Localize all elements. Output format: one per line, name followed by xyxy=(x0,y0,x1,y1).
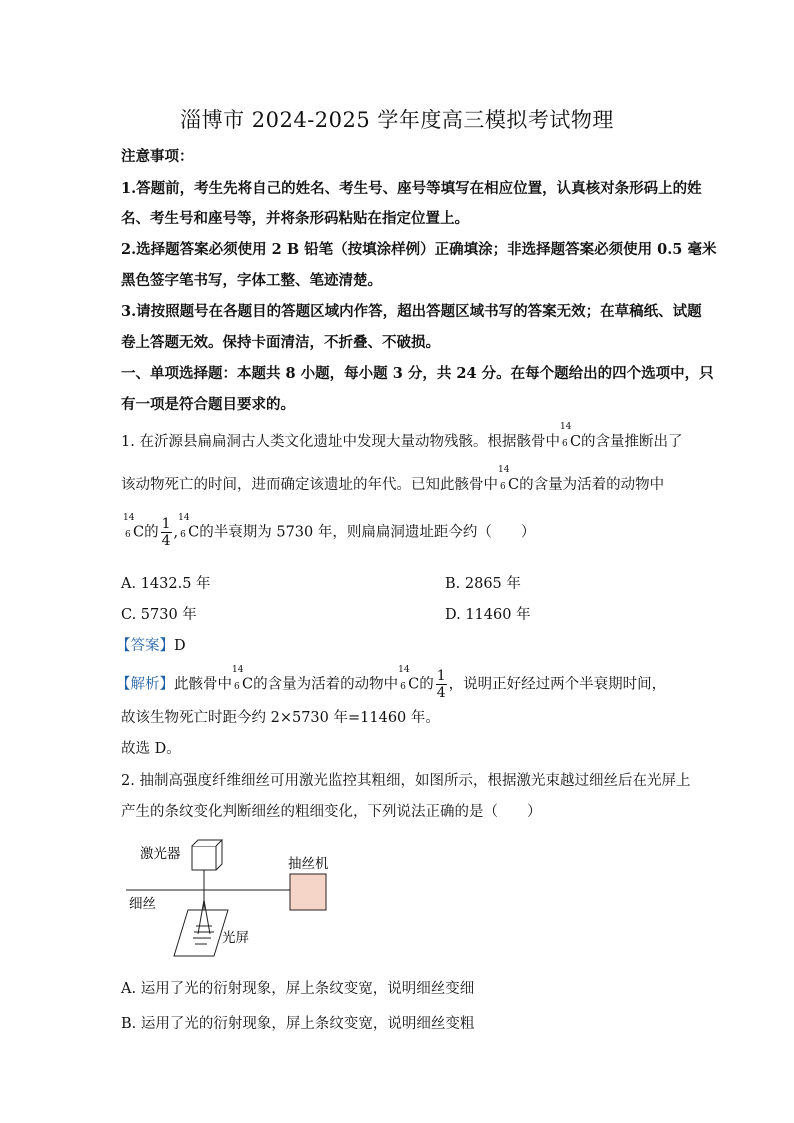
laser-diffraction-figure xyxy=(118,830,358,970)
q1-line3: 14 6 C的 $\frac{1}{4}$ , 14 6 C的半衰期为 5730 年，则扁扁洞遗址距今约（ ） xyxy=(123,512,536,549)
q1-line3-text: C的半衰期为 5730 年，则扁扁洞遗址距今约（ ） xyxy=(188,524,536,541)
section1-line2: 有一项是符合题目要求的。 xyxy=(121,396,295,413)
notice-item2-line1: 2.选择题答案必须使用 2 B 铅笔（按填涂样例）正确填涂；非选择题答案必须使用 0.5 毫米 xyxy=(121,241,717,258)
fraction-one-quarter: $\frac{1}{4}$ xyxy=(436,668,446,701)
q2-option-b: B. 运用了光的衍射现象，屏上条纹变宽，说明细丝变粗 xyxy=(121,1016,475,1032)
q1-answer xyxy=(116,634,186,655)
notice-item3-line1: 3.请按照题号在各题目的答题区域内作答，超出答题区域书写的答案无效；在草稿纸、试题 xyxy=(121,303,702,320)
notice-item3-line2: 卷上答题无效。保持卡面清洁，不折叠、不破损。 xyxy=(121,334,440,351)
notice-item2-line2: 黑色签字笔书写，字体工整、笔迹清楚。 xyxy=(121,272,382,289)
analysis-tag: 【解析】 xyxy=(116,676,174,693)
q1-line2-text: 该动物死亡的时间，进而确定该遗址的年代。已知此骸骨中 xyxy=(121,477,498,493)
q1-conclusion: 故选 D。 xyxy=(121,741,181,757)
q1-analysis-line1: 【解析】此骸骨中 14 6 C的含量为活着的动物中 14 6 C的 $\frac{1}{4}$ ，说明正好经过两个半衰期时间， xyxy=(116,664,667,701)
notice-heading: 注意事项： xyxy=(121,148,194,165)
c14-isotope: 14 6 xyxy=(498,465,510,492)
laser-device xyxy=(192,840,222,870)
c14-isotope: 14 6 xyxy=(232,664,244,692)
screen-label: 光屏 xyxy=(222,930,249,946)
c14-isotope: 14 6 xyxy=(123,512,135,540)
fraction-one-quarter: $\frac{1}{4}$ xyxy=(161,516,171,549)
section1-line1: 一、单项选择题：本题共 8 小题，每小题 3 分，共 24 分。在每个题给出的四个选项中，只 xyxy=(121,365,714,382)
notice-item1-line2: 名、考生号和座号等，并将条形码粘贴在指定位置上。 xyxy=(121,210,469,227)
q1-line2-tail: C的含量为活着的动物中 xyxy=(508,477,665,493)
q1-option-a: A. 1432.5 年 xyxy=(121,576,211,592)
answer-value: D xyxy=(174,638,186,654)
q1-analysis-line2: 故该生物死亡时距今约 2×5730 年=11460 年。 xyxy=(121,710,440,726)
q1-option-b: B. 2865 年 xyxy=(445,576,521,592)
q1-line2 xyxy=(121,465,665,494)
wire-label: 细丝 xyxy=(129,896,156,912)
q1-option-d: D. 11460 年 xyxy=(445,607,531,623)
c14-isotope: 14 6 xyxy=(559,422,572,449)
q1-line1-text: 1. 在沂源县扁扁洞古人类文化遗址中发现大量动物残骸。根据骸骨中 xyxy=(121,434,560,450)
q1-line1 xyxy=(121,422,683,451)
c14-isotope: 14 6 xyxy=(398,664,410,692)
q2-option-a: A. 运用了光的衍射现象，屏上条纹变宽，说明细丝变细 xyxy=(121,981,475,997)
c14-isotope: 14 6 xyxy=(178,512,190,540)
spinning-machine xyxy=(290,874,326,910)
q2-line1: 2. 抽制高强度纤维细丝可用激光监控其粗细，如图所示，根据激光束越过细丝后在光屏上 xyxy=(121,773,691,789)
notice-item1-line1: 1.答题前，考生先将自己的姓名、考生号、座号等填写在相应位置，认真核对条形码上的姓 xyxy=(121,180,702,197)
machine-label: 抽丝机 xyxy=(288,856,329,872)
exam-title: 淄博市 2024-2025 学年度高三模拟考试物理 xyxy=(180,108,614,132)
laser-label: 激光器 xyxy=(140,846,181,862)
q1-line1-tail: C的含量推断出了 xyxy=(569,434,683,450)
q2-line2: 产生的条纹变化判断细丝的粗细变化，下列说法正确的是（ ） xyxy=(121,804,542,820)
answer-tag: 【答案】 xyxy=(116,638,174,654)
q1-option-c: C. 5730 年 xyxy=(121,607,197,623)
